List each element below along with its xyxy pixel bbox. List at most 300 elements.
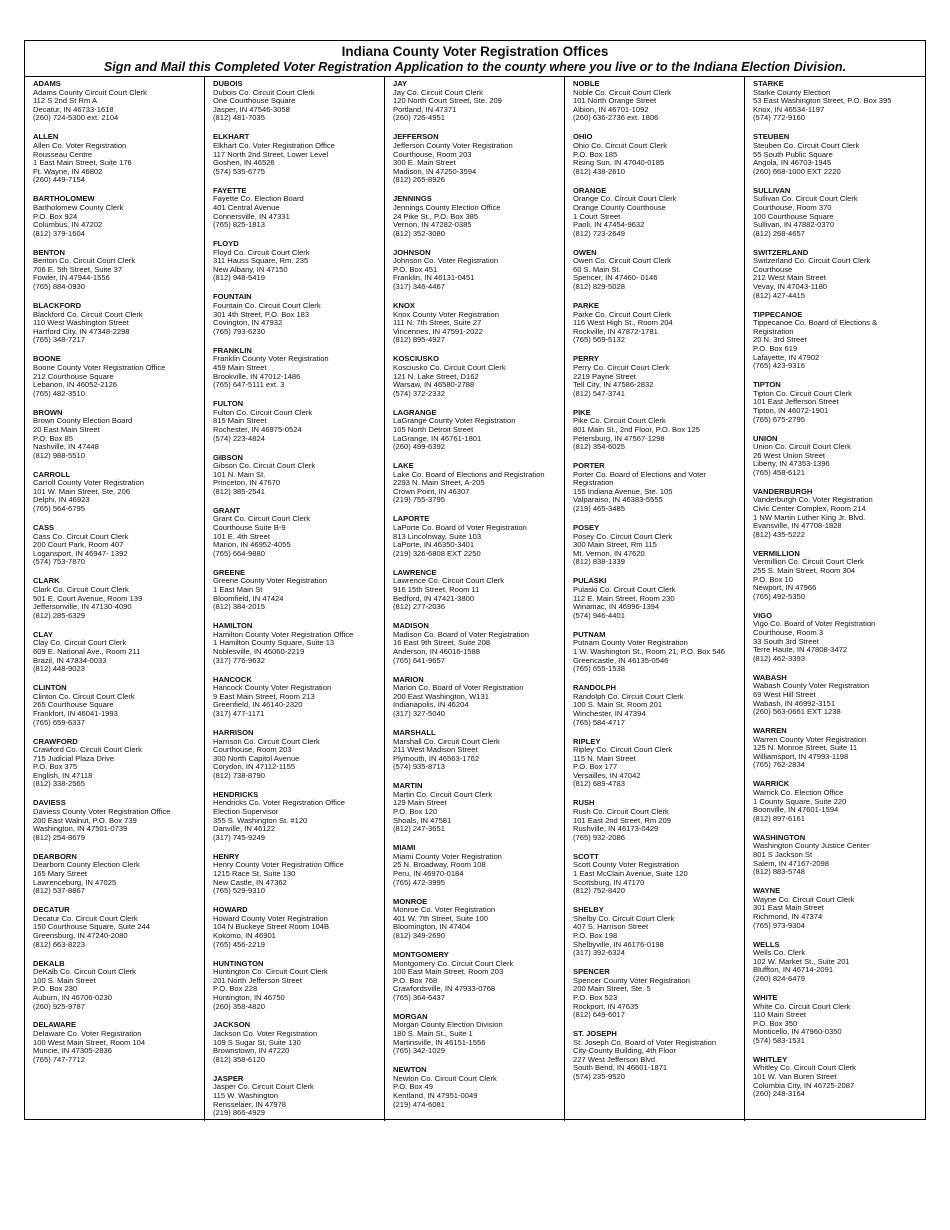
county-entry	[393, 844, 560, 887]
county-entry	[33, 799, 200, 842]
address-line: Jackson Co. Voter Registration	[213, 1029, 318, 1039]
address-line: Paoli, IN 47454-9632	[573, 220, 645, 230]
address-line: Warren County Voter Registration	[753, 734, 867, 744]
county-entry	[573, 355, 740, 398]
address-line: Adams County Circuit Court Clerk	[33, 87, 147, 97]
county-entry	[393, 195, 560, 238]
address-line: (765) 348-7217	[33, 335, 85, 345]
county-name: KNOX	[393, 301, 415, 311]
address-line: Union Co. Circuit Court Clerk	[753, 442, 851, 452]
address-line: Sullivan, IN 47882-0370	[753, 220, 835, 230]
address-line: (574) 772-9160	[753, 113, 805, 123]
address-line: Spencer County Voter Registration	[573, 975, 690, 985]
county-name: MIAMI	[393, 843, 416, 853]
address-line: P.O. Box 49	[393, 1082, 433, 1092]
address-line: Scott County Voter Registration	[573, 860, 679, 870]
address-line: (765) 364-6437	[393, 992, 445, 1002]
address-line: Lebanon, IN 46052-2126	[33, 380, 118, 390]
address-line: (812) 448-9023	[33, 664, 85, 674]
page-subtitle: Sign and Mail this Completed Voter Registration Application to the county where you live or to the Indiana Election Division.	[25, 60, 925, 77]
county-name: UNION	[753, 433, 778, 443]
address-line: (574) 535-6775	[213, 166, 265, 176]
address-line: P.O. Box 228	[213, 984, 258, 994]
county-entry	[33, 524, 200, 567]
address-line: 24 Pike St., P.O. Box 385	[393, 211, 479, 221]
address-line: Frankfort, IN 46041-1993	[33, 708, 118, 718]
address-line: Elkhart Co. Voter Registration Office	[213, 140, 335, 150]
address-line: (812) 265-8926	[393, 175, 445, 185]
county-name: ELKHART	[213, 132, 250, 142]
county-entry	[213, 240, 380, 283]
address-line: Knox, IN 46534-1197	[753, 104, 825, 114]
address-line: Morgan County Election Division	[393, 1020, 503, 1030]
county-name: HANCOCK	[213, 674, 252, 684]
address-line: Albion, IN 46701-1092	[573, 104, 649, 114]
address-line: Corydon, IN 47112-1155	[213, 762, 296, 772]
county-name: PULASKI	[573, 576, 607, 586]
address-line: 801 S Jackson St	[753, 850, 813, 860]
address-line: Wabash, IN 46992-3151	[753, 698, 836, 708]
county-entry	[393, 951, 560, 1003]
county-entry	[213, 187, 380, 230]
address-line: (317) 392-6324	[573, 948, 625, 958]
address-line: 100 East Main Street, Room 203	[393, 967, 504, 977]
address-line: Terre Haute, IN 47808-3472	[753, 645, 848, 655]
address-line: Bedford, IN 47421-3800	[393, 593, 475, 603]
address-line: (812) 829-5028	[573, 282, 625, 292]
address-line: 407 S. Harrison Street	[573, 922, 649, 932]
address-line: Vincennes, IN 47591-2022	[393, 326, 483, 336]
address-line: (260) 668-1000 EXT 2220	[753, 166, 841, 176]
county-name: FAYETTE	[213, 185, 247, 195]
address-line: Hartford City, IN 47348-2298	[33, 326, 130, 336]
address-line: (812) 481-7035	[213, 113, 265, 123]
address-line: P.O. Box 120	[393, 807, 438, 817]
county-entry	[753, 1056, 921, 1099]
page-title: Indiana County Voter Registration Offices	[341, 44, 609, 59]
address-line: 120 North Court Street, Ste. 209	[393, 96, 502, 106]
address-line: (765) 675-2795	[753, 414, 805, 424]
address-line: 1 Hamilton County Square, Suite 13	[213, 638, 335, 648]
county-column	[205, 77, 385, 1121]
address-line: Plymouth, IN 46563-1762	[393, 753, 480, 763]
address-line: DeKalb Co. Circuit Court Clerk	[33, 967, 136, 977]
address-line: (812) 838-1339	[573, 557, 625, 567]
county-entry	[213, 960, 380, 1012]
county-entry	[33, 355, 200, 398]
address-line: (812) 895-4927	[393, 335, 445, 345]
address-line: 501 E. Court Avenue, Room 139	[33, 593, 143, 603]
address-line: Harrison Co. Circuit Court Clerk	[213, 736, 320, 746]
address-line: Jefferson County Voter Registration	[393, 140, 513, 150]
address-line: Vermillion Co. Circuit Court Clerk	[753, 557, 864, 567]
address-line: LaGrange County Voter Registration	[393, 416, 516, 426]
address-line: 101 N. Main St.	[213, 469, 266, 479]
address-line: LaPorte Co. Board of Voter Registration	[393, 523, 527, 533]
county-entry	[213, 347, 380, 390]
county-entry	[753, 834, 921, 877]
address-line: Porter Co. Board of Elections and Voter	[573, 469, 706, 479]
county-name: WHITE	[753, 992, 778, 1002]
county-name: PARKE	[573, 301, 600, 311]
address-line: (574) 223-4824	[213, 433, 265, 443]
county-name: PIKE	[573, 407, 591, 417]
county-name: VIGO	[753, 610, 772, 620]
address-line: (812) 384-2015	[213, 602, 265, 612]
county-name: MONTGOMERY	[393, 949, 449, 959]
address-line: Starke County Election	[753, 87, 831, 97]
county-entry	[213, 906, 380, 949]
address-line: (812) 349-2690	[393, 930, 445, 940]
address-line: Parke Co. Circuit Court Clerk	[573, 309, 671, 319]
address-line: Warsaw, IN 46580-2788	[393, 380, 475, 390]
address-line: P.O. Box 375	[33, 762, 78, 772]
address-line: 200 East Washington, W131	[393, 691, 489, 701]
county-name: DEKALB	[33, 958, 65, 968]
address-line: P.O. Box 230	[33, 984, 78, 994]
address-line: (812) 379-1604	[33, 228, 85, 238]
address-line: (765) 564-6795	[33, 504, 85, 514]
county-entry	[33, 906, 200, 949]
county-entry	[33, 631, 200, 674]
address-line: Rensselaer, IN 47978	[213, 1099, 287, 1109]
address-line: (765) 664-9880	[213, 548, 265, 558]
address-line: 110 West Washington Street	[33, 318, 129, 328]
address-line: Clark Co. Circuit Court Clerk	[33, 585, 129, 595]
address-line: Hancock County Voter Registration	[213, 683, 332, 693]
address-line: Election Supervisor	[213, 807, 279, 817]
county-entry	[213, 293, 380, 336]
address-line: Noblesville, IN 46060-2219	[213, 646, 305, 656]
county-entry	[393, 409, 560, 452]
county-entry	[393, 782, 560, 834]
county-entry	[213, 791, 380, 843]
county-name: MORGAN	[393, 1011, 428, 1021]
county-entry	[213, 1075, 380, 1118]
address-line: 112 S 2nd St Rm A	[33, 96, 98, 106]
address-line: New Castle, IN 47362	[213, 877, 287, 887]
address-line: (574) 753-7870	[33, 557, 85, 567]
address-line: Decatur, IN 46733-1618	[33, 104, 114, 114]
address-line: Courthouse Suite B-9	[213, 523, 286, 533]
address-line: 201 North Jefferson Street	[213, 975, 302, 985]
county-entry	[213, 853, 380, 896]
address-line: 26 West Union Street	[753, 450, 826, 460]
county-name: ADAMS	[33, 79, 61, 88]
address-line: 100 West Main Street, Room 104	[33, 1037, 146, 1047]
address-line: Martin Co. Circuit Court Clerk	[393, 789, 493, 799]
address-line: Liberty, IN 47353-1396	[753, 459, 830, 469]
county-name: WHITLEY	[753, 1054, 788, 1064]
address-line: 125 N. Monroe Street, Suite 11	[753, 743, 858, 753]
address-line: 110 Main Street	[753, 1010, 807, 1020]
address-line: Huntington Co. Circuit Court Clerk	[213, 967, 328, 977]
address-line: (765) 884-0930	[33, 282, 85, 292]
address-line: 25 N. Broadway, Room 108	[393, 860, 486, 870]
address-line: English, IN 47118	[33, 770, 93, 780]
address-line: (260) 499-6392	[393, 442, 445, 452]
address-line: Montgomery Co. Circuit Court Clerk	[393, 958, 514, 968]
county-name: SPENCER	[573, 967, 610, 977]
address-line: Peru, IN 46970-0184	[393, 869, 464, 878]
address-line: (765) 762-2834	[753, 760, 805, 770]
county-name: GRANT	[213, 505, 240, 515]
address-line: Registration	[573, 478, 614, 488]
address-line: (812) 358-6120	[213, 1054, 265, 1064]
county-entry	[213, 80, 380, 123]
address-line: Monroe Co. Voter Registration	[393, 905, 496, 915]
address-line: Greensburg, IN 47240-2080	[33, 930, 128, 940]
address-line: 311 Hauss Square, Rm. 235	[213, 256, 309, 266]
county-name: WASHINGTON	[753, 832, 806, 842]
address-line: Newport, IN 47966	[753, 583, 817, 593]
county-name: HUNTINGTON	[213, 958, 264, 968]
county-entry	[393, 676, 560, 719]
address-line: 16 East 9th Street, Suite 208	[393, 638, 491, 648]
address-line: 155 Indiana Avenue, Ste. 105	[573, 486, 673, 496]
county-entry	[573, 409, 740, 452]
address-line: (812) 689-4783	[573, 779, 625, 789]
county-name: MONROE	[393, 896, 428, 906]
county-entry	[393, 249, 560, 292]
address-line: Courthouse, Room 370	[753, 202, 832, 212]
address-line: Scottsburg, IN 47170	[573, 877, 645, 887]
address-line: 55 South Public Square	[753, 149, 833, 159]
address-line: Lake Co. Board of Elections and Registration	[393, 469, 545, 479]
county-name: DAVIESS	[33, 798, 66, 808]
county-name: SHELBY	[573, 905, 604, 915]
county-entry	[753, 187, 921, 239]
address-line: 401 W. 7th Street, Suite 100	[393, 913, 488, 923]
county-column	[565, 77, 745, 1121]
county-entry	[393, 80, 560, 123]
address-line: Huntington, IN 46750	[213, 992, 285, 1002]
address-line: (765) 655-1538	[573, 664, 625, 674]
county-entry	[573, 684, 740, 727]
address-line: (812) 352-3080	[393, 228, 445, 238]
address-line: (260) 726-4951	[393, 113, 445, 123]
address-line: (812) 462-3393	[753, 653, 805, 663]
address-line: Auburn, IN 46706-0230	[33, 992, 112, 1002]
address-line: (765) 641-9657	[393, 655, 445, 665]
address-line: Civic Center Complex, Room 214	[753, 504, 866, 514]
county-entry	[573, 906, 740, 958]
address-line: Fayette Co. Election Board	[213, 194, 304, 204]
address-line: 355 S. Washington St. #120	[213, 815, 308, 825]
address-line: (260) 358-4820	[213, 1001, 265, 1011]
address-line: Delaware Co. Voter Registration	[33, 1029, 142, 1039]
address-line: 1 NW Martin Luther King Jr. Blvd.	[753, 512, 866, 522]
address-line: Switzerland Co. Circuit Court Clerk	[753, 256, 871, 266]
address-line: Rousseau Centre	[33, 149, 93, 159]
address-line: Kentland, IN 47951-0049	[393, 1091, 478, 1101]
county-name: CASS	[33, 523, 55, 533]
county-entry	[33, 302, 200, 345]
county-name: PERRY	[573, 354, 599, 364]
county-entry	[213, 676, 380, 719]
address-line: (765) 456-2219	[213, 939, 265, 949]
address-line: Randolph Co. Circuit Court Clerk	[573, 691, 684, 701]
address-line: Jasper Co. Circuit Court Clerk	[213, 1082, 314, 1092]
address-line: Angola, IN 46703-1945	[753, 158, 832, 168]
address-line: (812) 385-2541	[213, 486, 265, 496]
address-line: (765) 973-9304	[753, 920, 805, 930]
address-line: Bluffton, IN 46714-2091	[753, 965, 834, 975]
address-line: Brownstown, IN 47220	[213, 1046, 290, 1056]
address-line: Dearborn County Election Clerk	[33, 860, 140, 870]
address-line: 102 W. Market St., Suite 201	[753, 956, 850, 966]
address-line: Vernon, IN 47282-0385	[393, 220, 472, 230]
address-line: (574) 372-2332	[393, 388, 445, 398]
address-line: Putnam County Voter Registration	[573, 638, 688, 648]
address-line: 916 15th Street, Room 11	[393, 585, 480, 595]
address-line: Kosciusko Co. Circuit Court Clerk	[393, 362, 506, 372]
county-name: JEFFERSON	[393, 132, 439, 142]
address-line: Madison, IN 47250-3594	[393, 166, 477, 176]
address-line: 255 S. Main Street, Room 304	[753, 566, 856, 576]
address-line: Orange County Courthouse	[573, 202, 666, 212]
address-line: Greene County Voter Registration	[213, 576, 327, 586]
address-line: Ft. Wayne, IN 46802	[33, 166, 103, 176]
address-line: P.O. Box 350	[753, 1018, 798, 1028]
address-line: (574) 946-4401	[573, 610, 625, 620]
address-line: St. Joseph Co. Board of Voter Registration	[573, 1037, 717, 1047]
address-line: Registration	[753, 326, 794, 336]
address-line: (812) 723-2649	[573, 228, 625, 238]
county-entry	[393, 729, 560, 772]
address-line: (765) 472-3995	[393, 877, 445, 887]
county-column	[25, 77, 205, 1121]
address-line: Marion, IN 46952-4055	[213, 540, 291, 550]
address-line: (765) 492-5350	[753, 591, 805, 601]
county-name: BOONE	[33, 354, 61, 364]
county-name: CRAWFORD	[33, 736, 78, 746]
address-line: Rochester, IN 46975-0524	[213, 424, 302, 434]
address-line: Rush Co. Circuit Court Clerk	[573, 807, 669, 817]
address-line: (812) 427-4415	[753, 290, 805, 300]
address-line: 101 E. 4th Street	[213, 531, 270, 541]
county-entry	[753, 887, 921, 930]
address-line: Brookville, IN 47012-1486	[213, 371, 301, 381]
county-name: FLOYD	[213, 239, 239, 249]
county-name: TIPPECANOE	[753, 309, 803, 319]
county-entry	[753, 311, 921, 371]
address-line: Tipton, IN 46072-1901	[753, 405, 829, 415]
address-line: One Courthouse Square	[213, 96, 296, 106]
address-line: New Albany, IN 47150	[213, 264, 288, 274]
county-name: BARTHOLOMEW	[33, 194, 95, 204]
county-entry	[753, 488, 921, 540]
address-line: Hendricks Co. Voter Registration Office	[213, 798, 345, 808]
county-entry	[573, 577, 740, 620]
address-line: (765) 825-1813	[213, 220, 265, 230]
county-entry	[753, 435, 921, 478]
county-entry	[753, 249, 921, 301]
address-line: (812) 254-8679	[33, 832, 85, 842]
address-line: (812) 537-8867	[33, 886, 85, 896]
address-line: Johnson Co. Voter Registration	[393, 256, 499, 266]
county-name: POSEY	[573, 523, 600, 533]
county-name: VERMILLION	[753, 548, 800, 558]
address-line: (219) 474-6081	[393, 1099, 445, 1109]
county-name: VANDERBURGH	[753, 486, 813, 496]
county-name: HENDRICKS	[213, 789, 259, 799]
address-line: Grant Co. Circuit Court Clerk	[213, 514, 311, 524]
address-line: 300 E. Main Street	[393, 158, 456, 168]
address-line: 112 E. Main Street, Room 230	[573, 593, 675, 603]
address-line: Fowler, IN 47944-1556	[33, 273, 110, 283]
address-line: Fountain Co. Circuit Court Clerk	[213, 301, 321, 311]
address-line: Benton Co. Circuit Court Clerk	[33, 256, 136, 266]
address-line: 200 East Walnut, P.O. Box 739	[33, 815, 137, 825]
county-name: FULTON	[213, 399, 244, 409]
address-line: Daviess County Voter Registration Office	[33, 807, 171, 817]
address-line: Kokomo, IN 46901	[213, 930, 276, 940]
address-line: (260) 248-3164	[753, 1089, 805, 1099]
county-entry	[33, 684, 200, 727]
address-line: 116 West High St., Room 204	[573, 318, 673, 328]
county-entry	[573, 187, 740, 239]
address-line: P.O. Box 768	[393, 975, 438, 985]
address-line: Marion Co. Board of Voter Registration	[393, 683, 524, 693]
address-line: Muncie, IN 47305-2836	[33, 1046, 112, 1056]
county-name: JASPER	[213, 1073, 244, 1083]
county-name: LAPORTE	[393, 514, 430, 524]
address-line: Mt. Vernon, IN 47620	[573, 548, 645, 558]
county-name: WARREN	[753, 726, 787, 736]
address-line: 1 East Main St	[213, 585, 263, 595]
address-line: 101 W. Main Street, Ste. 206	[33, 486, 131, 496]
county-name: CLAY	[33, 629, 53, 639]
address-line: Ohio Co. Circuit Court Clerk	[573, 140, 668, 150]
address-line: (317) 477-1171	[213, 708, 265, 718]
address-line: (812) 948-5419	[213, 273, 265, 283]
address-line: 1 East McClain Avenue, Suite 120	[573, 869, 688, 878]
address-line: (260) 563-0661 EXT 1238	[753, 707, 841, 717]
address-line: Spencer, IN 47460- 0146	[573, 273, 658, 283]
county-name: ORANGE	[573, 185, 607, 195]
county-entry	[393, 515, 560, 558]
county-entry	[573, 524, 740, 567]
county-entry	[393, 1066, 560, 1109]
county-column	[385, 77, 565, 1121]
address-line: Ripley Co. Circuit Court Clerk	[573, 745, 673, 755]
address-line: (765) 584-4717	[573, 717, 625, 727]
address-line: (574) 235-9520	[573, 1072, 625, 1082]
county-name: CARROLL	[33, 469, 71, 479]
county-entry	[573, 968, 740, 1020]
address-line: Rockville, IN 47872-1781	[573, 326, 658, 336]
county-entry	[753, 674, 921, 717]
county-entry	[753, 612, 921, 664]
county-name: RUSH	[573, 798, 595, 808]
address-line: 200 Main Street, Ste. 5	[573, 984, 651, 994]
address-line: White Co. Circuit Court Clerk	[753, 1001, 851, 1011]
address-line: 100 Courthouse Square	[753, 211, 834, 221]
address-line: Wayne Co. Circuit Court Clerk	[753, 894, 855, 904]
county-entry	[573, 302, 740, 345]
county-name: ALLEN	[33, 132, 59, 142]
county-entry	[753, 133, 921, 176]
address-line: Vevay, IN 47043-1180	[753, 282, 828, 292]
address-line: (765) 659-6337	[33, 717, 85, 727]
county-name: TIPTON	[753, 380, 781, 390]
address-line: P.O. Box 198	[573, 930, 618, 940]
address-line: 100 S. Main Street	[33, 975, 96, 985]
address-line: Petersburg, IN 47567-1298	[573, 433, 665, 443]
county-name: CLARK	[33, 576, 60, 586]
address-line: Covington, IN 47932	[213, 318, 283, 328]
